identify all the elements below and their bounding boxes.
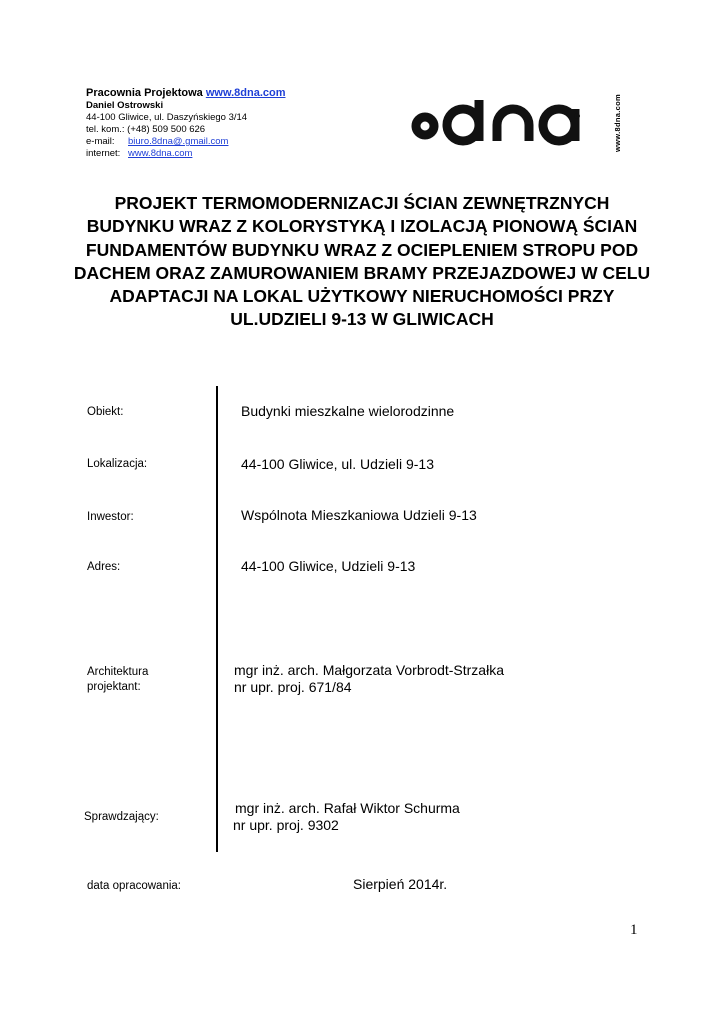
architekt-license: nr upr. proj. 671/84 <box>234 679 352 695</box>
vertical-divider <box>216 386 218 852</box>
adres-label: Adres: <box>87 561 121 573</box>
sprawdzajacy-name: mgr inż. arch. Rafał Wiktor Schurma <box>235 800 460 816</box>
architektura-label-line1: Architektura <box>87 666 149 678</box>
lokalizacja-label: Lokalizacja: <box>87 458 148 470</box>
internet-link[interactable]: www.8dna.com <box>128 148 193 159</box>
architektura-value <box>234 662 504 696</box>
email-label: e-mail: <box>86 136 115 147</box>
email-link[interactable]: biuro.8dna@.gmail.com <box>128 136 229 147</box>
inwestor-value: Wspólnota Mieszkaniowa Udzieli 9-13 <box>241 507 477 523</box>
lokalizacja-value: 44-100 Gliwice, ul. Udzieli 9-13 <box>241 456 434 472</box>
company-header <box>86 86 286 160</box>
logo-side-text: www.8dna.com <box>613 94 622 152</box>
internet-label: internet: <box>86 148 121 159</box>
page-number: 1 <box>630 922 638 938</box>
obiekt-value: Budynki mieszkalne wielorodzinne <box>241 403 455 419</box>
obiekt-label: Obiekt: <box>87 406 124 418</box>
company-website-link[interactable]: www.8dna.com <box>205 87 286 99</box>
dna-logo <box>405 92 635 154</box>
email-line <box>86 136 286 148</box>
person-name: Daniel Ostrowski <box>86 100 164 111</box>
sprawdzajacy-license: nr upr. proj. 9302 <box>233 817 339 833</box>
company-phone: tel. kom.: (+48) 509 500 626 <box>86 124 206 135</box>
architektura-label <box>87 665 148 695</box>
company-address: 44-100 Gliwice, ul. Daszyńskiego 3/14 <box>86 112 248 123</box>
inwestor-label: Inwestor: <box>87 511 134 523</box>
dna-logo-graphic <box>405 92 635 154</box>
company-prefix: Pracownia Projektowa <box>86 87 206 99</box>
adres-value: 44-100 Gliwice, Udzieli 9-13 <box>241 558 416 574</box>
sprawdzajacy-value <box>233 800 460 834</box>
data-opracowania-value: Sierpień 2014r. <box>353 876 448 892</box>
architekt-name: mgr inż. arch. Małgorzata Vorbrodt-Strzałka <box>234 662 504 678</box>
internet-line <box>86 148 286 160</box>
company-name-line <box>86 86 286 100</box>
data-opracowania-label: data opracowania: <box>87 880 181 892</box>
project-title: PROJEKT TERMOMODERNIZACJI ŚCIAN ZEWNĘTRZNYCH BUDYNKU WRAZ Z KOLORYSTYKĄ I IZOLACJĄ PIONOWĄ ŚCIAN FUNDAMENTÓW BUDYNKU WRAZ Z OCIEPLENIEM STROPU POD DACHEM ORAZ ZAMUROWANIEM BRAMY PRZEJAZDOWEJ W CELU ADAPTACJI NA LOKAL UŻYTKOWY NIERUCHOMOŚCI PRZY UL.UDZIELI 9-13 W GLIWICACH <box>73 193 651 330</box>
architektura-label-line2: projektant: <box>87 681 141 693</box>
sprawdzajacy-label: Sprawdzający: <box>84 811 159 823</box>
